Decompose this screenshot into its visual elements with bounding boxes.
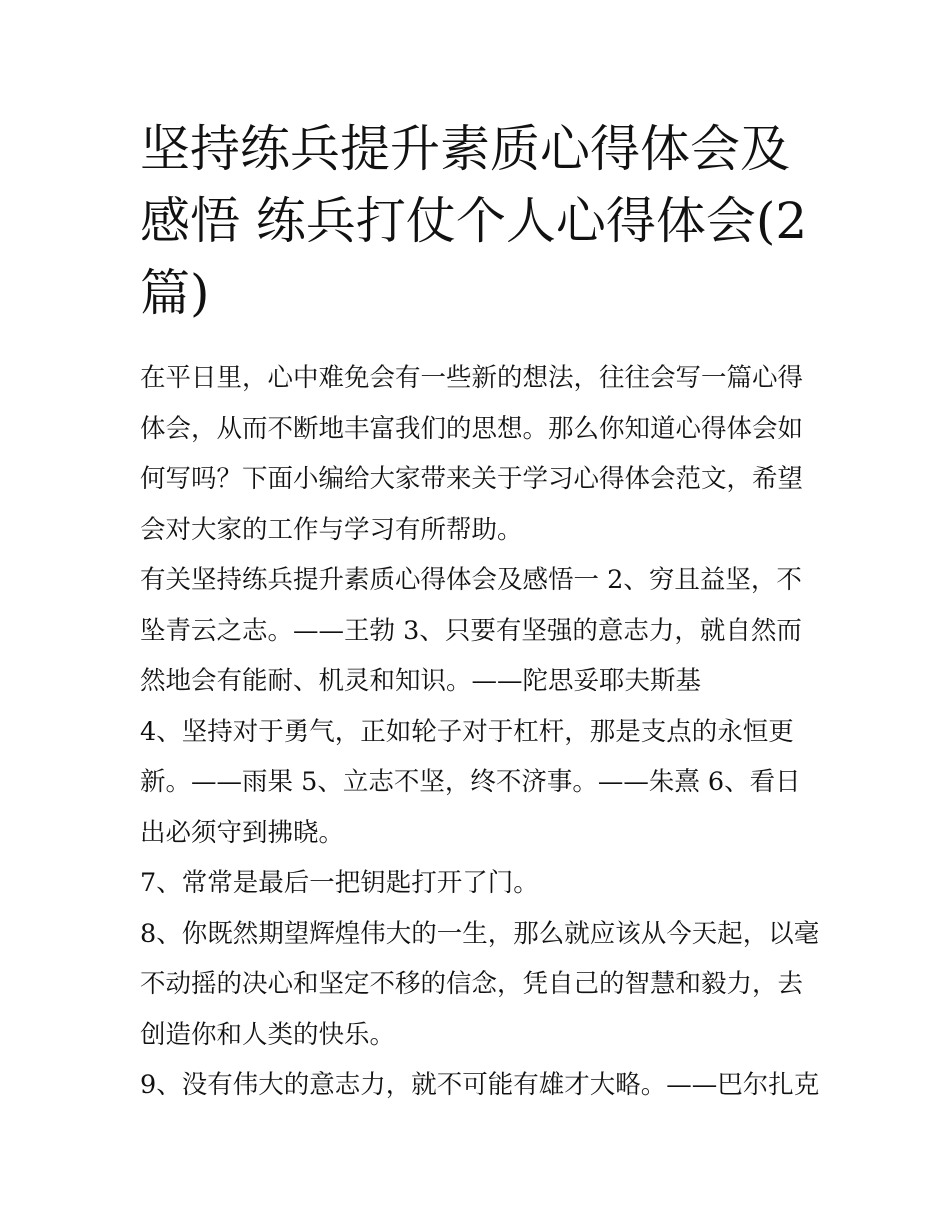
- paragraph-quote-8: 8、你既然期望辉煌伟大的一生，那么就应该从今天起，以毫不动摇的决心和坚定不移的信念，凭自己的智慧和毅力，去创造你和人类的快乐。: [140, 918, 820, 1050]
- document-body: [140, 353, 820, 1111]
- document-title: 坚持练兵提升素质心得体会及感悟 练兵打仗个人心得体会(2篇): [140, 120, 808, 322]
- paragraph-quotes-2: 4、坚持对于勇气，正如轮子对于杠杆，那是支点的永恒更新。——雨果 5、立志不坚，终不济事。——朱熹 6、看日出必须守到拂晓。: [140, 716, 801, 848]
- paragraph-quotes-1: 有关坚持练兵提升素质心得体会及感悟一 2、穷且益坚，不坠青云之志。——王勃 3、只要有坚强的意志力，就自然而然地会有能耐、机灵和知识。——陀思妥耶夫斯基: [140, 565, 802, 696]
- paragraph-quote-7: 7、常常是最后一把钥匙打开了门。: [140, 868, 539, 898]
- paragraph-quote-9: 9、没有伟大的意志力，就不可能有雄才大略。——巴尔扎克: [140, 1070, 820, 1100]
- paragraph-intro: 在平日里，心中难免会有一些新的想法，往往会写一篇心得体会，从而不断地丰富我们的思想。那么你知道心得体会如何写吗？下面小编给大家带来关于学习心得体会范文，希望会对大家的工作与学习有所帮助。: [140, 363, 804, 545]
